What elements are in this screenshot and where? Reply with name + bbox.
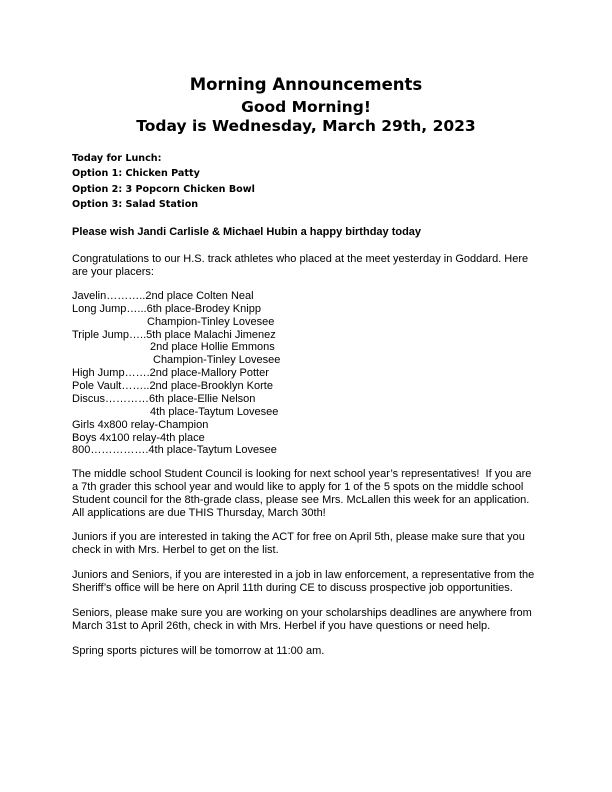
placer-line: Long Jump…...6th place-Brodey Knipp bbox=[72, 303, 261, 315]
act-paragraph: check in with Mrs. Herbel to get on the list. bbox=[72, 544, 279, 556]
placer-line: 2nd place Hollie Emmons bbox=[150, 341, 275, 353]
placer-line: 800…………….4th place-Taytum Lovesee bbox=[72, 444, 277, 456]
birthday-announcement: Please wish Jandi Carlisle & Michael Hubin a happy birthday today bbox=[72, 226, 422, 238]
law-enforcement-paragraph: Juniors and Seniors, if you are interested in a job in law enforcement, a representative from the bbox=[72, 569, 535, 581]
lunch-heading: Today for Lunch: bbox=[72, 153, 162, 164]
student-council-paragraph: a 7th grader this school year and would like to apply for 1 of the 5 spots on the middle school bbox=[72, 481, 524, 493]
spring-pictures-paragraph: Spring sports pictures will be tomorrow at 11:00 am. bbox=[72, 645, 325, 657]
placer-line: 4th place-Taytum Lovesee bbox=[150, 406, 279, 418]
placer-line: Champion-Tinley Lovesee bbox=[147, 316, 275, 328]
placer-line: Girls 4x800 relay-Champion bbox=[72, 419, 209, 431]
track-intro: Congratulations to our H.S. track athletes who placed at the meet yesterday in Goddard. Here bbox=[72, 253, 529, 265]
page-title: Morning Announcements bbox=[189, 75, 423, 94]
scholarships-paragraph: Seniors, please make sure you are working on your scholarships deadlines are anywhere from bbox=[72, 607, 532, 619]
student-council-paragraph: The middle school Student Council is looking for next school year’s representatives! If you are bbox=[72, 468, 532, 480]
placer-line: High Jump…….2nd place-Mallory Potter bbox=[72, 367, 269, 379]
act-paragraph: Juniors if you are interested in taking the ACT for free on April 5th, please make sure that you bbox=[72, 531, 525, 543]
lunch-option: Option 3: Salad Station bbox=[72, 199, 199, 210]
track-intro: are your placers: bbox=[72, 266, 154, 278]
scholarships-paragraph: March 31st to April 26th, check in with Mrs. Herbel if you have questions or need help. bbox=[72, 620, 491, 632]
placer-line: Javelin………..2nd place Colten Neal bbox=[72, 290, 254, 302]
law-enforcement-paragraph: Sheriff’s office will be here on April 11th during CE to discuss prospective job opportunities. bbox=[72, 582, 513, 594]
lunch-option: Option 1: Chicken Patty bbox=[72, 168, 200, 179]
greeting: Good Morning! bbox=[241, 98, 371, 116]
date-line: Today is Wednesday, March 29th, 2023 bbox=[136, 117, 476, 135]
lunch-option: Option 2: 3 Popcorn Chicken Bowl bbox=[72, 184, 255, 195]
student-council-paragraph: Student council for the 8th-grade class, please see Mrs. McLallen this week for an application. bbox=[72, 494, 530, 506]
placer-line: Boys 4x100 relay-4th place bbox=[72, 432, 205, 444]
placer-line: Champion-Tinley Lovesee bbox=[153, 354, 281, 366]
student-council-paragraph: All applications are due THIS Thursday, March 30th! bbox=[72, 507, 326, 519]
placer-line: Triple Jump…..5th place Malachi Jimenez bbox=[72, 329, 276, 341]
placer-line: Discus…………6th place-Ellie Nelson bbox=[72, 393, 256, 405]
placer-line: Pole Vault……..2nd place-Brooklyn Korte bbox=[72, 380, 273, 392]
